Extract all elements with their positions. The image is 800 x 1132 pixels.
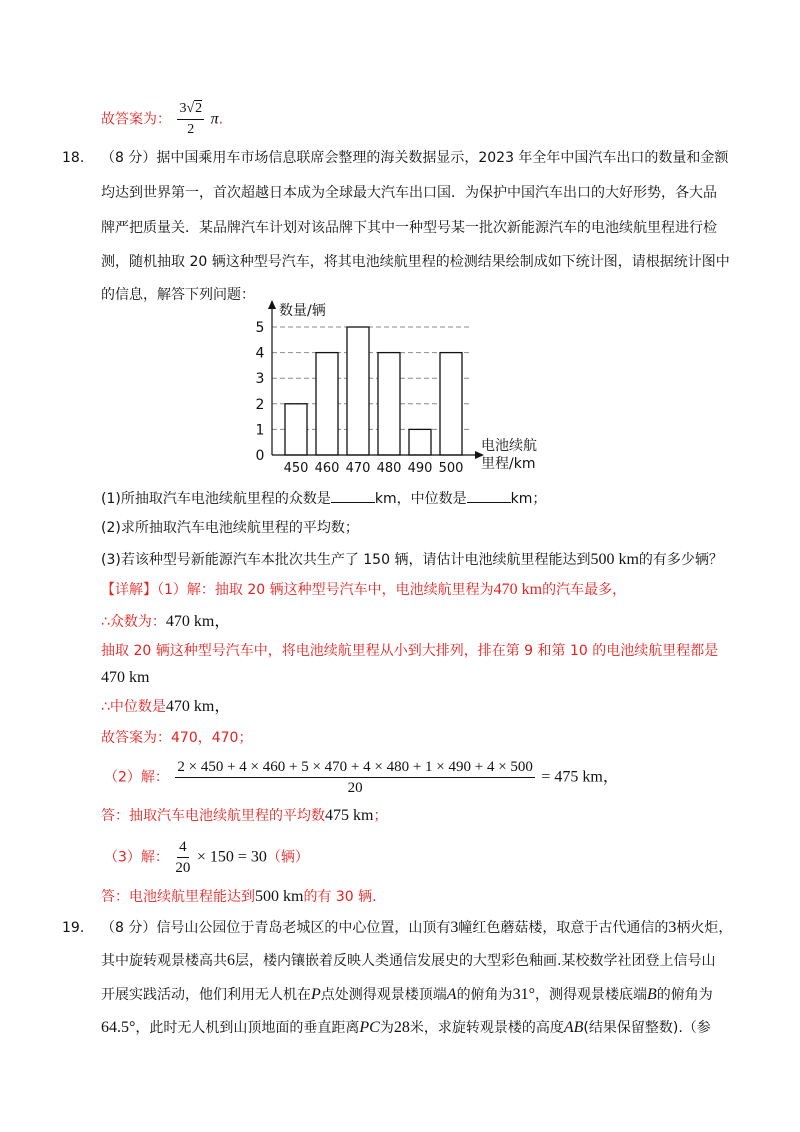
x-tick-label-500: 500 — [438, 461, 464, 475]
y-tick-label-2: 2 — [255, 396, 265, 413]
origin-label: 0 — [255, 448, 265, 464]
y-tick-label-4: 4 — [255, 345, 265, 362]
q19-l3-d: ，测得观景楼底端 — [534, 987, 647, 1003]
bar-490 — [409, 429, 431, 455]
mean-denominator: 20 — [347, 780, 363, 796]
detail-tag: 【详解】 — [101, 582, 157, 598]
solution-p1-value: 470 km — [493, 581, 543, 598]
mean-fraction — [175, 758, 535, 797]
prev-answer-radicand: 2 — [195, 101, 203, 116]
q18-line-4: 测，随机抽取 20 辆这种型号汽车，将其电池续航里程的检测结果绘制成如下统计图，请根据统计图中 — [101, 254, 730, 270]
mode-result-line — [101, 612, 230, 632]
q19-l4-a: ，此时无人机到山顶地面的垂直距离 — [135, 1020, 360, 1036]
ratio-numerator: 4 — [177, 838, 189, 858]
mode-blank — [331, 488, 375, 503]
sub3-value: 500 km — [590, 551, 639, 568]
q18-line-1: （8 分）据中国乘用车市场信息联席会整理的海关数据显示，2023 年全年中国汽车出口的数量和金额 — [101, 150, 729, 166]
answer-3 — [101, 887, 377, 907]
bar-460 — [316, 353, 338, 455]
q18-sub1 — [101, 488, 546, 509]
q19-l4-d: (结果保留整数).（参 — [583, 1020, 711, 1036]
point-A: A — [446, 986, 457, 1003]
segment-PC: PC — [359, 1019, 380, 1036]
point-B: B — [646, 986, 657, 1003]
median-value: 470 km， — [165, 698, 231, 715]
solution-part1 — [101, 580, 626, 600]
y-tick-label-3: 3 — [255, 371, 265, 388]
q19-line-4 — [101, 1018, 711, 1038]
mean-numerator: 2 × 450 + 4 × 460 + 5 × 470 + 4 × 480 + 1 × 490 + 4 × 500 — [175, 758, 535, 778]
x-tick-label-460: 460 — [314, 461, 340, 475]
bar-500 — [440, 353, 462, 455]
q18-line-2: 均达到世界第一，首次超越日本成为全球最大汽车出口国．为保护中国汽车出口的大好形势，各大品 — [101, 185, 717, 201]
answer-2-end: ； — [373, 808, 388, 824]
q19-l3-e: 的俯角为 — [656, 987, 713, 1003]
q19-l1-a: （8 分）信号山公园位于青岛老城区的中心位置，山顶有 — [101, 920, 451, 936]
prev-answer-prefix: 故答案为： — [101, 111, 171, 128]
ratio-fraction — [175, 838, 190, 877]
prev-answer-coef: 3 — [179, 101, 187, 116]
bar-480 — [378, 353, 400, 455]
p3-unit: （辆） — [266, 849, 309, 866]
mileage-bar-chart — [240, 300, 560, 475]
question-19-number: 19. — [62, 920, 85, 936]
ratio-result: × 150 = 30 — [196, 848, 267, 866]
q19-l1-b: 幢红色蘑菇楼，取意于古代通信的 — [458, 920, 669, 936]
q18-line-3: 牌严把质量关．某品牌汽车计划对该品牌下其中一种型号某一批次新能源汽车的电池续航里程进行检 — [101, 220, 717, 236]
q19-l3-b: 点处测得观景楼顶端 — [320, 987, 447, 1003]
question-18-number: 18. — [62, 150, 85, 166]
sub3-text-a: (3)若该种型号新能源汽车本批次共生产了 150 辆，请估计电池续航里程能达到 — [101, 552, 591, 568]
q18-sub3 — [101, 550, 723, 570]
answer-3-text-b: 的有 30 辆. — [303, 889, 377, 905]
angle-31: 31° — [512, 986, 535, 1003]
x-tick-label-470: 470 — [345, 461, 371, 475]
sub3-text-b: 的有多少辆？ — [638, 552, 723, 568]
answer-3-value: 500 km — [255, 888, 304, 905]
q19-l4-c: 米，求旋转观景楼的高度 — [409, 1020, 564, 1036]
sort-line: 抽取 20 辆这种型号汽车中，将电池续航里程从小到大排列，排在第 9 和第 10 的电池续航里程都是 — [101, 643, 719, 659]
y-axis-arrow — [268, 300, 276, 309]
p2-prefix: （2）解： — [104, 769, 169, 786]
point-P: P — [311, 986, 321, 1003]
sub1-text-b: km，中位数是 — [374, 491, 467, 507]
segment-AB: AB — [563, 1019, 584, 1036]
solution-part2 — [104, 758, 619, 797]
answer-2-value: 475 km — [325, 807, 374, 824]
q19-l1-c: 柄火炬， — [676, 920, 733, 936]
q19-l2-b: 层，楼内镶嵌着反映人类通信发展史的大型彩色釉画.某校数学社团登上信号山 — [235, 953, 716, 969]
q19-l1-n2: 3 — [668, 919, 677, 936]
sub1-text-c: km； — [510, 491, 547, 507]
chart-bars — [285, 327, 462, 455]
q19-l4-n: 28 — [393, 1019, 410, 1036]
median-blank — [467, 488, 511, 503]
p3-prefix: （3）解： — [104, 849, 169, 866]
bar-450 — [285, 404, 307, 455]
prev-answer-suffix: . — [218, 111, 224, 128]
x-axis-title-line1: 电池续航 — [481, 438, 537, 454]
sort-value: 470 km — [101, 669, 150, 686]
q19-l4-b: 为 — [379, 1020, 394, 1036]
q19-l3-c: 的俯角为 — [456, 987, 513, 1003]
mode-value: 470 km， — [165, 613, 231, 630]
q19-line-1 — [101, 918, 732, 938]
answer-2-text: 答：抽取汽车电池续航里程的平均数 — [101, 808, 325, 824]
q19-line-2 — [101, 951, 715, 971]
answer-2 — [101, 806, 387, 826]
ratio-denominator: 20 — [175, 860, 191, 876]
x-tick-label-480: 480 — [376, 461, 402, 475]
q18-sub2: (2)求所抽取汽车电池续航里程的平均数； — [101, 520, 359, 536]
x-axis-title-line2: 里程/km — [481, 456, 536, 472]
q18-line-5: 的信息，解答下列问题： — [101, 287, 255, 303]
pi-symbol: π — [210, 110, 219, 128]
y-axis-title: 数量/辆 — [279, 303, 326, 319]
median-line-label: ∴中位数是 — [101, 699, 166, 715]
mean-result: = 475 km， — [541, 768, 619, 786]
solution-part3 — [104, 838, 309, 877]
q19-l2-n: 6 — [227, 952, 235, 969]
y-tick-label-5: 5 — [255, 320, 265, 336]
prev-answer-line — [101, 100, 223, 139]
answer-1: 故答案为：470，470； — [101, 730, 253, 746]
q19-l3-a: 开展实践活动，他们利用无人机在 — [101, 987, 311, 1003]
prev-answer-den: 2 — [187, 122, 195, 137]
angle-64-5: 64.5° — [101, 1019, 136, 1036]
x-tick-label-490: 490 — [407, 461, 433, 475]
prev-answer-fraction: $\frac{3√2}{2}$ — [179, 101, 203, 137]
sub1-text-a: (1)所抽取汽车电池续航里程的众数是 — [101, 491, 331, 507]
answer-3-text-a: 答：电池续航里程能达到 — [101, 889, 255, 905]
solution-p1-end: 的汽车最多， — [542, 582, 627, 598]
q19-line-3 — [101, 985, 713, 1005]
q19-l2-a: 其中旋转观景楼高共 — [101, 953, 227, 969]
q19-l1-n1: 3 — [450, 919, 459, 936]
solution-p1: （1）解：抽取 20 辆这种型号汽车中，电池续航里程为 — [157, 582, 494, 598]
x-tick-label-450: 450 — [283, 461, 309, 475]
mode-line-label: ∴众数为： — [101, 614, 166, 630]
bar-470 — [347, 327, 369, 455]
y-tick-label-1: 1 — [255, 422, 265, 439]
median-result-line — [101, 697, 230, 717]
